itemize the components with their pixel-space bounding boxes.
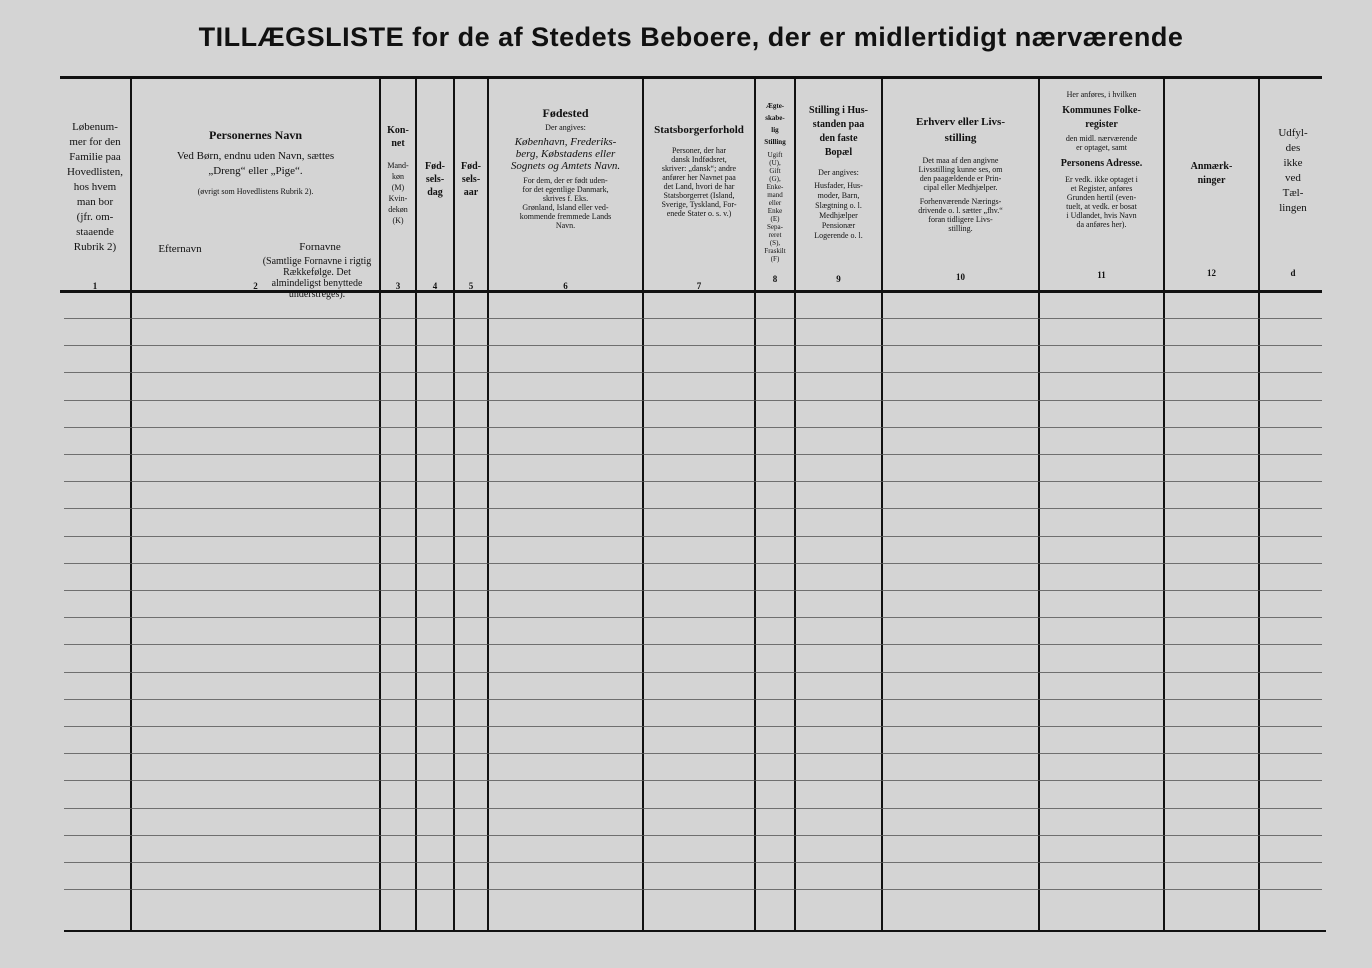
col2-header: Personernes Navn Ved Børn, endnu uden Navn, sættes „Dreng“ eller „Pige“. (øvrigt som Hovedlistens Rubrik 2). — [132, 130, 379, 196]
ruled-line — [64, 508, 1322, 509]
form-title: TILLÆGSLISTE for de af Stedets Beboere, der er midlertidigt nærværende — [198, 22, 1184, 52]
col9-number: 9 — [836, 274, 841, 284]
col6-number: 6 — [563, 281, 568, 291]
ruled-line — [64, 835, 1322, 836]
col12-number: 12 — [1207, 268, 1216, 278]
ruled-line — [64, 345, 1322, 346]
ruled-line — [64, 889, 1322, 890]
col4-number: 4 — [432, 281, 438, 291]
ruled-line — [64, 617, 1322, 618]
ruled-line — [64, 454, 1322, 455]
col9-header: Stilling i Hus- standen paa den faste Bopæl Der angives: Husfader, Hus- moder, Barn, Slægtning o. l. Medhjælper Pensionær Logerende o. l. — [809, 105, 868, 240]
column-divider — [1163, 78, 1165, 930]
col5-header: Fød- sels- aar — [461, 161, 481, 198]
col8-header: Ægte- skabe- lig Stilling Ugift (U), Gift (G), Enke- mand eller Enke (E) Sepa- reret (S), Fraskilt (F) — [764, 102, 786, 263]
column-divider — [130, 78, 132, 930]
ruled-line — [64, 726, 1322, 727]
col11-number: 11 — [1097, 270, 1106, 280]
ruled-line — [64, 427, 1322, 428]
col2-firstname-label: Fornavne — [299, 241, 341, 253]
ruled-line — [64, 862, 1322, 863]
ruled-line — [64, 808, 1322, 809]
col2-firstname-note: (Samtlige Fornavne i rigtig Rækkefølge. Det almindeligst benyttede understreges). — [262, 256, 372, 300]
column-divider — [415, 78, 417, 930]
ruled-line — [64, 672, 1322, 673]
col7-number: 7 — [696, 281, 702, 291]
column-divider — [453, 78, 455, 930]
ruled-line — [64, 644, 1322, 645]
col5-number: 5 — [468, 281, 474, 291]
col10-number: 10 — [956, 272, 965, 282]
ruled-line — [64, 372, 1322, 373]
col3-header: Kon- net Mand- køn (M) Kvin- dekøn (K) — [387, 125, 409, 225]
ruled-line — [64, 780, 1322, 781]
ruled-line — [64, 536, 1322, 537]
ruled-line — [64, 563, 1322, 564]
col2-number: 2 — [253, 281, 258, 291]
ruled-line — [64, 753, 1322, 754]
header-top-rule — [60, 76, 1322, 79]
table-bottom-rule — [64, 930, 1326, 932]
col10-header: Erhverv eller Livs- stilling Det maa af den angivne Livsstilling kunne ses, om den paagældende er Prin- cipal eller Medhjælper. Forhenværende Nærings- drivende o. l. sætter „fhv.“ foran tidligere Livs- stilling. — [916, 116, 1005, 233]
col11-header: Her anføres, i hvilken Kommunes Folke- register den midl. nærværende er optaget, samt Personens Adresse. Er vedk. ikke optaget i et Register, anføres Grunden hertil (even- tuelt, at vedk. er bosat i Udlandet, hvis Navn da anføres her). — [1060, 90, 1143, 229]
col2-heading: Personernes Navn — [209, 128, 302, 142]
col7-header: Statsborgerforhold Personer, der har dansk Indfødsret, skriver: „dansk“; andre anfører her Navnet paa det Land, hvori de har Statsborgerret (Island, Sverige, Tyskland, For- enede Stater o. s. v.) — [654, 124, 744, 218]
col4-header: Fød- sels- dag — [425, 161, 445, 198]
ruled-line — [64, 318, 1322, 319]
col3-number: 3 — [395, 281, 401, 291]
col1-number: 1 — [92, 281, 98, 291]
col13-header: Udfyl- des ikke ved Tæl- lingen — [1278, 127, 1308, 214]
ruled-line — [64, 699, 1322, 700]
col1-header: Løbenum- mer for den Familie paa Hovedlisten, hos hvem man bor (jfr. om- staaende Rubrik 2) — [67, 121, 123, 253]
ruled-line — [64, 400, 1322, 401]
ruled-line — [64, 481, 1322, 482]
col2-surname-label: Efternavn — [158, 243, 202, 255]
col8-number: 8 — [772, 274, 778, 284]
col6-header: Fødested Der angives: København, Frederiks- berg, Købstadens eller Sognets og Amtets Navn. For dem, der er født uden- for det egentlige Danmark, skrives f. Eks. Grønland, Island eller ved- kommende fremmede Lands Navn. — [510, 106, 621, 230]
ruled-line — [64, 590, 1322, 591]
col12-header: Anmærk- ninger — [1190, 161, 1233, 186]
col13-number: d — [1290, 268, 1296, 278]
